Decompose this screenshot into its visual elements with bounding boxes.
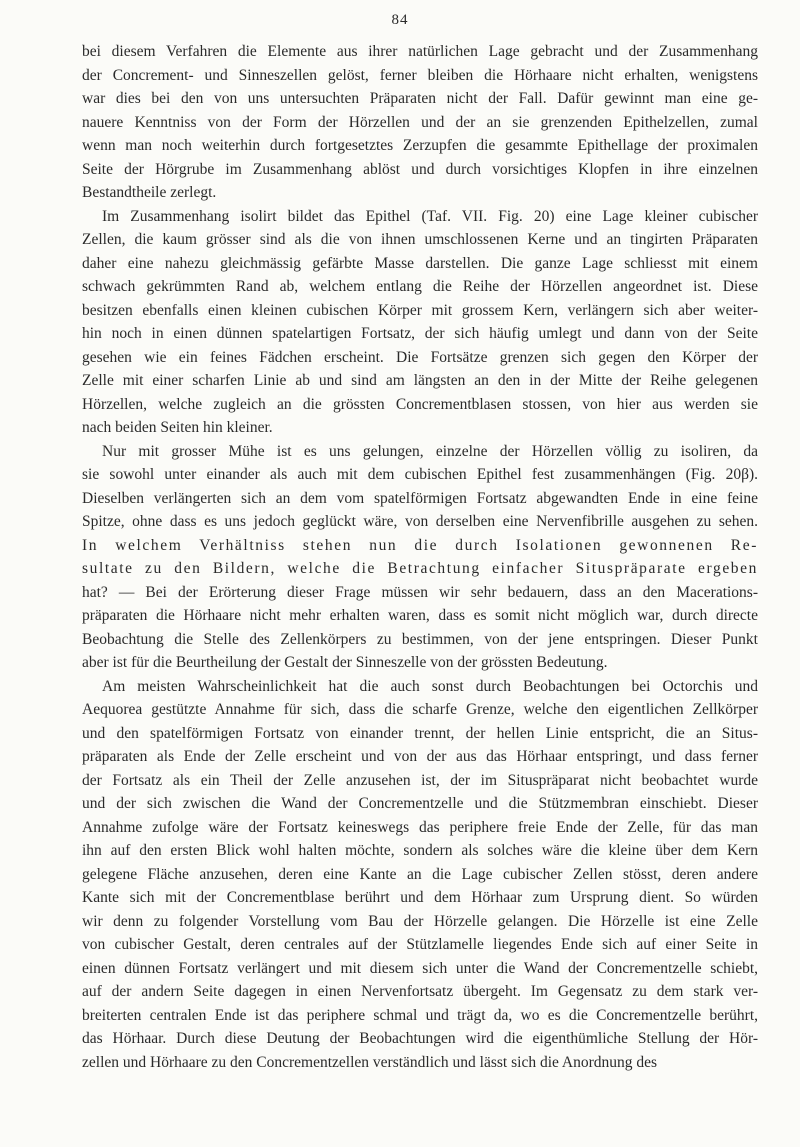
text-line: Aequorea gestützte Annahme für sich, dass die scharfe Grenze, welche den eigentlichen Zellkörper xyxy=(82,701,758,718)
text-line: Im Zusammenhang isolirt bildet das Epithel (Taf. VII. Fig. 20) eine Lage kleiner cubischer xyxy=(102,207,758,225)
text-line: sie sowohl unter einander als auch mit dem cubischen Epithel fest zusammenhängen (Fig. 20β). xyxy=(82,466,758,483)
text-line: nauere Kenntniss von der Form der Hörzellen und der an sie grenzenden Epithelzellen, zumal xyxy=(82,113,758,131)
text-line: der Concrement- und Sinneszellen gelöst, ferner bleiben die Hörhaare nicht erhalten, wenigstens xyxy=(82,66,758,84)
text-line: Seite der Hörgrube im Zusammenhang ablöst und durch vorsichtiges Klopfen in ihre einzelnen xyxy=(82,160,758,178)
text-line: Annahme zufolge wäre der Fortsatz keineswegs das periphere freie Ende der Zelle, für das man xyxy=(82,818,758,836)
text-line: sultate zu den Bildern, welche die Betrachtung einfacher Situspräparate ergeben xyxy=(82,560,758,577)
paragraph xyxy=(82,440,758,675)
text-line: wir denn zu folgender Vorstellung vom Bau der Hörzelle gelangen. Die Hörzelle ist eine Zelle xyxy=(82,912,758,930)
text-line: hat? — Bei der Erörterung dieser Frage müssen wir sehr bedauern, dass an den Macerations- xyxy=(82,583,758,601)
body-text xyxy=(82,40,758,1074)
text-line: Hörzellen, welche zugleich an die grössten Concrementblasen stossen, von hier aus werden sie xyxy=(82,395,758,413)
text-line: präparaten die Hörhaare nicht mehr erhalten waren, dass es somit nicht möglich war, durch directe xyxy=(82,607,758,624)
text-line: gesehen wie ein feines Fädchen erscheint. Die Fortsätze grenzen sich gegen den Körper der xyxy=(82,348,758,366)
page-number: 84 xyxy=(391,12,409,28)
text-line: nach beiden Seiten hin kleiner. xyxy=(82,419,273,436)
text-line: präparaten als Ende der Zelle erscheint und von der aus das Hörhaar entspringt, und dass ferner xyxy=(82,748,758,765)
text-line: und den spatelförmigen Fortsatz von einander trennt, der hellen Linie entspricht, die an Situs- xyxy=(82,724,758,742)
paragraph xyxy=(82,675,758,1075)
text-line: Bestandtheile zerlegt. xyxy=(82,184,217,201)
text-line: schwach gekrümmten Rand ab, welchem entlang die Reihe der Hörzellen angeordnet ist. Diese xyxy=(82,278,758,295)
text-line: ihn auf den ersten Blick wohl halten möchte, sondern als solches wäre die kleine über dem Kern xyxy=(82,842,758,859)
text-line: In welchem Verhältniss stehen nun die durch Isolationen gewonnenen Re- xyxy=(82,536,758,554)
text-line: Zellen, die kaum grösser sind als die von ihnen umschlossenen Kerne und an tingirten Präparaten xyxy=(82,231,758,248)
text-line: wenn man noch weiterhin durch fortgesetztes Zerzupfen die gesammte Epithellage der proximalen xyxy=(82,137,758,154)
text-line: von cubischer Gestalt, deren centrales auf der Stützlamelle liegendes Ende sich auf einer Seite in xyxy=(82,936,758,953)
text-line: war dies bei den von uns untersuchten Präparaten nicht der Fall. Dafür gewinnt man eine ge- xyxy=(82,90,758,107)
text-line: besitzen ebenfalls einen kleinen cubischen Körper mit grossem Kern, verlängern sich aber weiter- xyxy=(82,301,758,319)
text-line: Nur mit grosser Mühe ist es uns gelungen, einzelne der Hörzellen völlig zu isoliren, da xyxy=(102,442,758,460)
text-line: gelegene Fläche anzusehen, deren eine Kante an die Lage cubischer Zellen stösst, deren andere xyxy=(82,865,758,883)
text-line: auf der andern Seite dagegen in einen Nervenfortsatz übergeht. Im Gegensatz zu dem stark ver- xyxy=(82,983,758,1000)
paragraph xyxy=(82,205,758,440)
text-line: Dieselben verlängerten sich an dem vom spatelförmigen Fortsatz abgewandten Ende in eine feine xyxy=(82,489,758,507)
text-line: der Fortsatz als ein Theil der Zelle anzusehen ist, der im Situspräparat nicht beobachtet wurde xyxy=(82,771,758,789)
text-line: das Hörhaar. Durch diese Deutung der Beobachtungen wird die eigenthümliche Stellung der Hör- xyxy=(82,1030,758,1047)
text-line: breiterten centralen Ende ist das periphere schmal und trägt da, wo es die Concrementzelle berührt, xyxy=(82,1006,758,1024)
text-line: einen dünnen Fortsatz verlängert und mit diesem sich unter die Wand der Concrementzelle schiebt, xyxy=(82,959,758,977)
text-line: Spitze, ohne dass es uns jedoch geglückt wäre, von derselben eine Nervenfibrille ausgehen zu sehen. xyxy=(82,513,758,530)
text-line: Am meisten Wahrscheinlichkeit hat die auch sonst durch Beobachtungen bei Octorchis und xyxy=(102,677,758,695)
text-line: und der sich zwischen die Wand der Concrementzelle und die Stützmembran einschiebt. Dieser xyxy=(82,795,758,812)
text-line: zellen und Hörhaare zu den Concrementzellen verständlich und lässt sich die Anordnung des xyxy=(82,1053,658,1071)
text-line: hin noch in einen dünnen spatelartigen Fortsatz, der sich häufig umlegt und dann von der Seite xyxy=(82,325,758,342)
text-line: bei diesem Verfahren die Elemente aus ihrer natürlichen Lage gebracht und der Zusammenhang xyxy=(82,43,758,60)
text-line: Kante sich mit der Concrementblase berührt und dem Hörhaar zum Ursprung dient. So würden xyxy=(82,889,758,906)
text-line: aber ist für die Beurtheilung der Gestalt der Sinneszelle von der grössten Bedeutung. xyxy=(82,654,608,671)
paragraph xyxy=(82,40,758,205)
text-line: Beobachtung die Stelle des Zellenkörpers zu bestimmen, von der jene entspringen. Dieser Punkt xyxy=(82,630,758,648)
text-line: daher eine nahezu gleichmässig gefärbte Masse darstellen. Die ganze Lage schliesst mit einem xyxy=(82,254,758,272)
text-line: Zelle mit einer scharfen Linie ab und sind am längsten an den in der Mitte der Reihe gelegenen xyxy=(82,372,758,389)
